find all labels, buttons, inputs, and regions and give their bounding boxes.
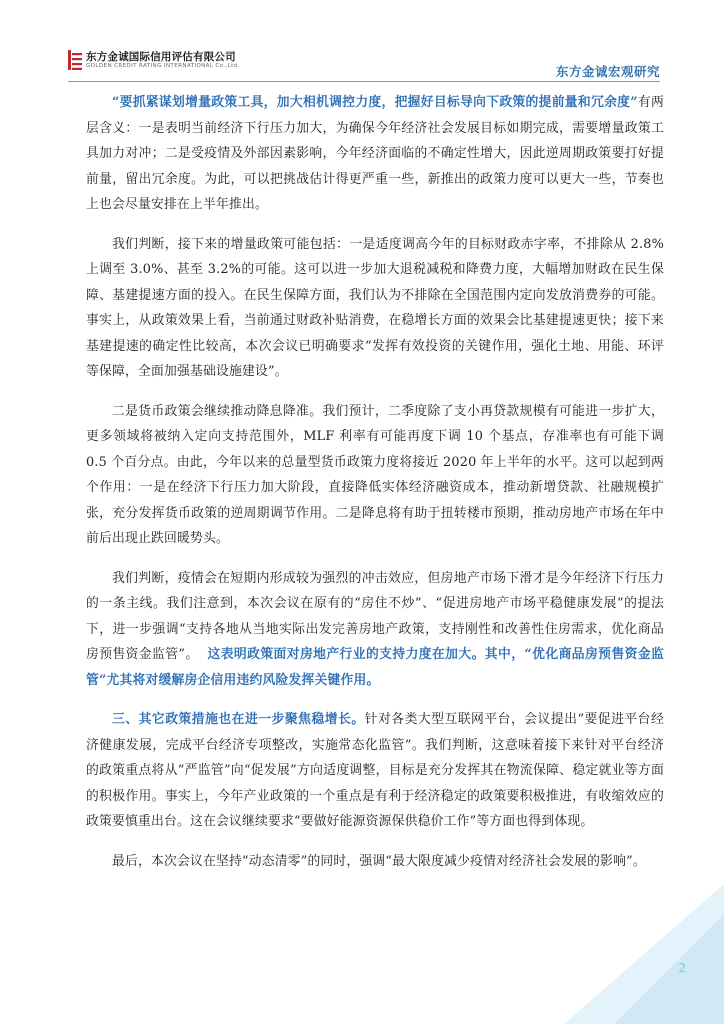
section-heading: 三、其它政策措施也在进一步聚焦稳增长。 xyxy=(112,712,365,727)
page-header xyxy=(0,0,724,82)
highlight-text: “要抓紧谋划增量政策工具，加大相机调控力度，把握好目标导向下政策的提前量和冗余度” xyxy=(112,95,638,110)
body-text: 有两层含义：一是表明当前经济下行压力加大，为确保今年经济社会发展目标如期完成，需要增量政策工具加力对冲；二是受疫情及外部因素影响，今年经济面临的不确定性增大，因此逆周期政策要打好提前量，留出冗余度。为此，可以把挑战估计得更严重一些，新推出的政策力度可以更大一些，节奏也上也会尽量安排在上半年推出。 xyxy=(86,95,664,212)
company-name-cn: 东方金诚国际信用评估有限公司 xyxy=(86,51,236,63)
paragraph xyxy=(86,849,664,875)
series-title: 东方金诚宏观研究 xyxy=(555,64,660,79)
paragraph xyxy=(86,90,664,218)
article-body xyxy=(86,90,664,888)
body-text: 最后，本次会议在坚持“动态清零”的同时，强调“最大限度减少疫情对经济社会发展的影响”。 xyxy=(112,853,646,869)
corner-decoration xyxy=(524,884,724,1024)
page-number: 2 xyxy=(678,961,686,975)
body-text: 我们判断，疫情会在短期内形成较为强烈的冲击效应，但房地产市场下滑才是今年经济下行压力的一条主线。我们注意到，本次会议在原有的“房住不炒”、“促进房地产市场平稳健康发展”的提法下，进一步强调“支持各地从当地实际出发完善房地产政策，支持刚性和改善性住房需求，优化商品房预售资金监管”。 xyxy=(86,570,664,662)
logo-mark-icon xyxy=(68,50,82,70)
highlight-text: 这表明政策面对房地产行业的支持力度在加大。其中，“优化商品房预售资金监管”尤其将对缓解房企信用违约风险发挥关键作用。 xyxy=(86,647,664,688)
paragraph xyxy=(86,399,664,552)
company-name-en: GOLDEN CREDIT RATING INTERNATIONAL Co.,Ltd. xyxy=(86,63,240,69)
paragraph xyxy=(86,707,664,835)
body-text: 二是货币政策会继续推动降息降准。我们预计，二季度除了支小再贷款规模有可能进一步扩大，更多领域将被纳入定向支持范围外，MLF 利率有可能再度下调 10 个基点，存准率也有可能下调 0.5 个百分点。由此，今年以来的总量型货币政策力度将接近 2020 年上半年的水平。这可以起到两个作用：一是在经济下行压力加大阶段，直接降低实体经济融资成本，推动新增贷款、社融规模扩张，充分发挥货币政策的逆周期调节作用。二是降息将有助于扭转楼市预期，推动房地产市场在年中前后出现止跌回暖势头。 xyxy=(86,403,664,546)
company-logo xyxy=(68,50,240,74)
body-text: 我们判断，接下来的增量政策可能包括：一是适度调高今年的目标财政赤字率，不排除从 2.8%上调至 3.0%、甚至 3.2%的可能。这可以进一步加大退税减税和降费力度，大幅增加财政在民生保障、基建提速方面的投入。在民生保障方面，我们认为不排除在全国范围内定向发放消费券的可能。事实上，从政策效果上看，当前通过财政补贴消费，在稳增长方面的效果会比基建提速更快；接下来基建提速的确定性比较高，本次会议已明确要求“发挥有效投资的关键作用，强化土地、用能、环评等保障，全面加强基础设施建设”。 xyxy=(86,236,664,379)
paragraph xyxy=(86,232,664,385)
body-text: 针对各类大型互联网平台，会议提出“要促进平台经济健康发展，完成平台经济专项整改，实施常态化监管”。我们判断，这意味着接下来针对平台经济的政策重点将从“严监管”向“促发展”方向适度调整，目标是充分发挥其在物流保障、稳定就业等方面的积极作用。事实上，今年产业政策的一个重点是有利于经济稳定的政策要积极推进，有收缩效应的政策要慎重出台。这在会议继续要求“要做好能源资源保供稳价工作”等方面也得到体现。 xyxy=(86,712,664,829)
header-divider xyxy=(68,81,660,82)
paragraph xyxy=(86,566,664,694)
